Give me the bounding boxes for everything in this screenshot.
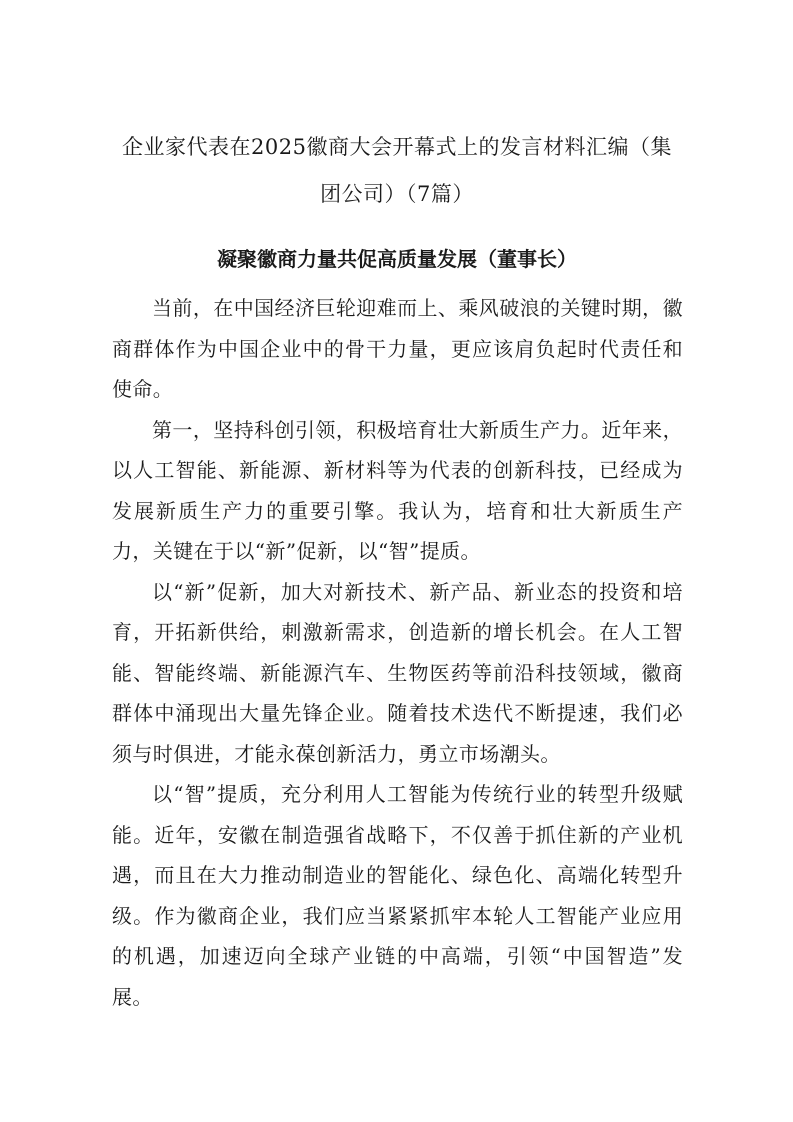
body-text <box>112 288 683 1017</box>
paragraph-point-one: 第一，坚持科创引领，积极培育壮大新质生产力。近年来，以人工智能、新能源、新材料等为代表的创新科技，已经成为发展新质生产力的重要引擎。我认为，培育和壮大新质生产力，关键在于以“新”促新，以“智”提质。 <box>112 417 683 563</box>
paragraph-intro: 当前，在中国经济巨轮迎难而上、乘风破浪的关键时期，徽商群体作为中国企业中的骨干力量，更应该肩负起时代责任和使命。 <box>112 296 683 401</box>
section-heading: 凝聚徽商力量共促高质量发展（董事长） <box>217 247 577 271</box>
paragraph-intelligence: 以“智”提质，充分利用人工智能为传统行业的转型升级赋能。近年，安徽在制造强省战略下，不仅善于抓住新的产业机遇，而且在大力推动制造业的智能化、绿色化、高端化转型升级。作为徽商企业，我们应当紧紧抓牢本轮人工智能产业应用的机遇，加速迈向全球产业链的中高端，引领“中国智造”发展。 <box>112 782 683 1009</box>
document-title: 企业家代表在2025徽商大会开幕式上的发言材料汇编（集团公司）（7篇） <box>122 135 672 206</box>
paragraph-innovation: 以“新”促新，加大对新技术、新产品、新业态的投资和培育，开拓新供给，刺激新需求，创造新的增长机会。在人工智能、智能终端、新能源汽车、生物医药等前沿科技领域，徽商群体中涌现出大量先锋企业。随着技术迭代不断提速，我们必须与时俱进，才能永葆创新活力，勇立市场潮头。 <box>112 579 683 766</box>
